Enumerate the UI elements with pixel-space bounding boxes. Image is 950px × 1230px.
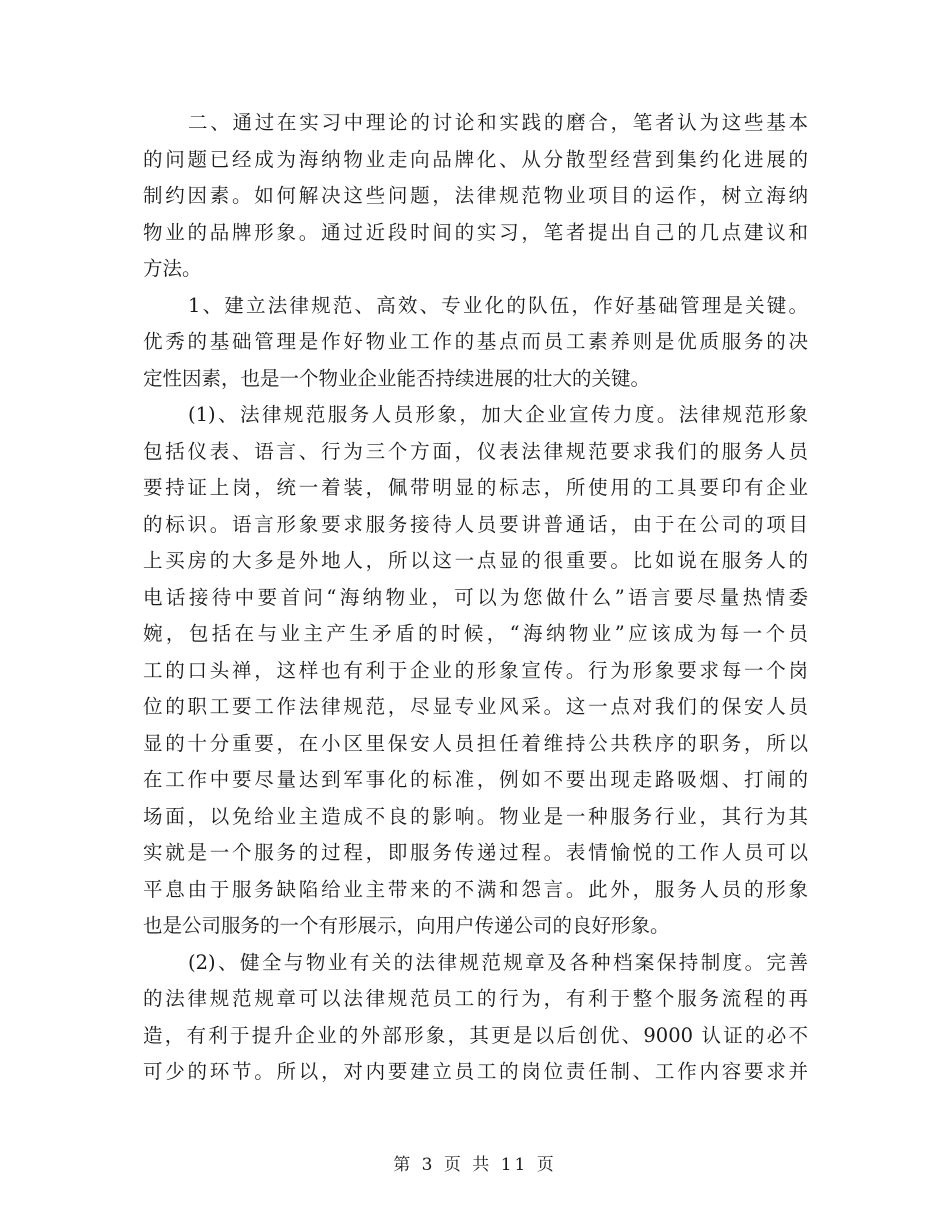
text-line: 显的十分重要，在小区里保安人员担任着维持公共秩序的职务，所以 (143, 731, 808, 755)
text-line: 上买房的大多是外地人，所以这一点显的很重要。比如说在服务人的 (143, 549, 808, 572)
text-line: 工的口头禅，这样也有利于企业的形象宣传。行为形象要求每一个岗 (143, 658, 808, 682)
text-line: 实就是一个服务的过程，即服务传递过程。表情愉悦的工作人员可以 (143, 841, 808, 864)
page-footer: 第 3 页 共 11 页 (393, 1155, 557, 1175)
text-line: (2)、健全与物业有关的法律规范规章及各种档案保持制度。完善 (188, 950, 808, 974)
text-line: 在工作中要尽量达到军事化的标准，例如不要出现走路吸烟、打闹的 (143, 768, 808, 791)
text-line: 1、建立法律规范、高效、专业化的队伍，作好基础管理是关键。 (188, 293, 808, 317)
text-line: 平息由于服务缺陷给业主带来的不满和怨言。此外，服务人员的形象 (143, 877, 808, 901)
text-line: 的法律规范规章可以法律规范员工的行为，有利于整个服务流程的再 (143, 987, 808, 1010)
text-line: 二、通过在实习中理论的讨论和实践的磨合，笔者认为这些基本 (188, 111, 808, 134)
text-line: 的标识。语言形象要求服务接待人员要讲普通话，由于在公司的项目 (143, 512, 808, 536)
text-line: 制约因素。如何解决这些问题，法律规范物业项目的运作，树立海纳 (143, 184, 808, 207)
text-line: (1)、法律规范服务人员形象，加大企业宣传力度。法律规范形象 (188, 403, 808, 426)
text-line: 优秀的基础管理是作好物业工作的基点而员工素养则是优质服务的决 (143, 330, 808, 353)
text-line: 的问题已经成为海纳物业走向品牌化、从分散型经营到集约化进展的 (143, 147, 808, 171)
text-line: 定性因素，也是一个物业企业能否持续进展的壮大的关键。 (143, 366, 651, 390)
text-line: 方法。 (143, 257, 202, 280)
text-line: 位的职工要工作法律规范，尽显专业风采。这一点对我们的保安人员 (143, 695, 808, 718)
text-line: 物业的品牌形象。通过近段时间的实习，笔者提出自己的几点建议和 (143, 220, 808, 244)
document-body (143, 105, 808, 1091)
text-line: 要持证上岗，统一着装，佩带明显的标志，所使用的工具要印有企业 (143, 476, 808, 499)
text-line: 包括仪表、语言、行为三个方面，仪表法律规范要求我们的服务人员 (143, 439, 808, 463)
text-line: 造，有利于提升企业的外部形象，其更是以后创优、9000 认证的必不 (143, 1023, 808, 1047)
text-line: 也是公司服务的一个有形展示，向用户传递公司的良好形象。 (143, 914, 670, 937)
text-line: 电话接待中要首问“海纳物业，可以为您做什么”语言要尽量热情委 (143, 585, 808, 609)
text-line: 可少的环节。所以，对内要建立员工的岗位责任制、工作内容要求并 (143, 1060, 808, 1083)
text-line: 婉，包括在与业主产生矛盾的时候，“海纳物业”应该成为每一个员 (143, 622, 808, 645)
text-line: 场面，以免给业主造成不良的影响。物业是一种服务行业，其行为其 (143, 804, 808, 828)
